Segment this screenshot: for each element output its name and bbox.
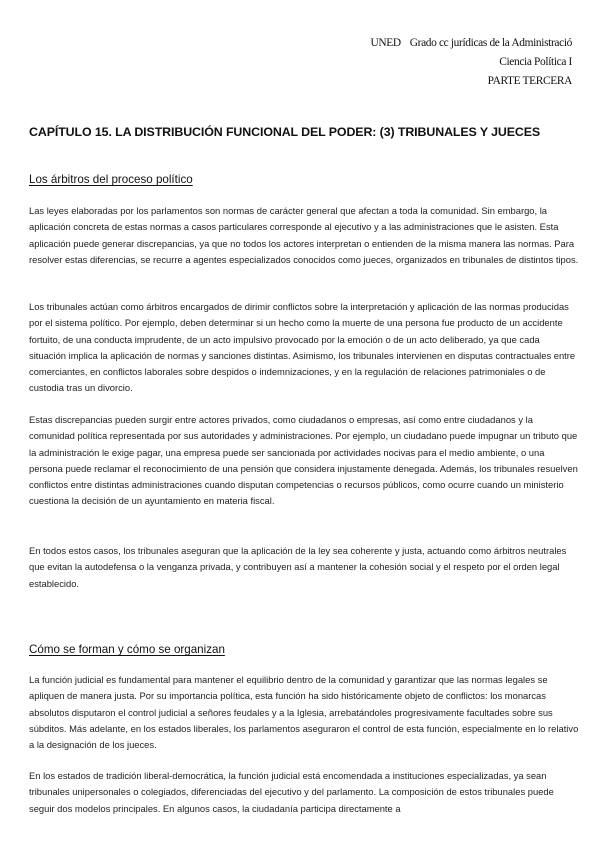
paragraph: Las leyes elaboradas por los parlamentos son normas de carácter general que afectan a toda la comunidad. Sin embargo, la aplicación concreta de estas normas a casos particulares corresponde al ejecutivo y a las administraciones que le asisten. Esta aplicación puede generar discrepancias, ya que no todos los actores interpretan o entienden de la misma manera las normas. Para resolver estas diferencias, se recurre a agentes especializados conocidos como jueces, organizados en tribunales de distintos tipos. <box>29 205 579 265</box>
document-header <box>371 34 573 91</box>
header-line-institution <box>371 34 573 53</box>
paragraph: Estas discrepancias pueden surgir entre actores privados, como ciudadanos o empresas, así como entre ciudadanos y la comunidad política representada por sus autoridades y administraciones. Por ejemplo, un ciudadano puede impugnar un tributo que la administración le exige pagar, una empresa puede ser sancionada por actividades nocivas para el medio ambiente, o una persona puede reclamar el reconocimiento de una pensión que considera injustamente denegada. Además, los tribunales resuelven conflictos entre distintas administraciones cuando disputan competencias o recursos públicos, como ocurre cuando un ministerio cuestiona la decisión de un ayuntamiento en materia fiscal. <box>29 414 578 507</box>
header-institution: UNED <box>370 37 401 49</box>
paragraph: Los tribunales actúan como árbitros encargados de dirimir conflictos sobre la interpretación y aplicación de las normas producidas por el sistema político. Por ejemplo, deben determinar si un hecho como la muerte de una persona fue producto de un accidente fortuito, de una conducta imprudente, de un acto impulsivo provocado por la emoción o de un acto deliberado, ya que cada situación implica la aplicación de normas y sanciones distintas. Asimismo, los tribunales intervienen en disputas contractuales entre comerciantes, en conflictos laborales sobre despidos o indemnizaciones, y en la regulación de relaciones patrimoniales o de custodia tras un divorcio. <box>29 301 576 394</box>
section-title-formacion: Cómo se forman y cómo se organizan <box>29 643 225 656</box>
header-subject: Ciencia Política I <box>499 56 572 68</box>
paragraph: La función judicial es fundamental para mantener el equilibrio dentro de la comunidad y garantizar que las normas legales se apliquen de manera justa. Por su importancia política, esta función ha sido históricamente objeto de conflictos: los monarcas absolutos disputaron el control judicial a señores feudales y a la Iglesia, arrebatándoles progresivamente facultades sobre sus súbditos. Más adelante, en los estados liberales, los parlamentos aseguraron el control de esta función, especialmente en lo relativo a la designación de los jueces. <box>29 674 579 751</box>
chapter-title: CAPÍTULO 15. LA DISTRIBUCIÓN FUNCIONAL DEL PODER: (3) TRIBUNALES Y JUECES <box>29 125 541 139</box>
header-degree: Grado cc jurídicas de la Administració <box>409 37 572 49</box>
paragraph: En todos estos casos, los tribunales aseguran que la aplicación de la ley sea coherente y justa, actuando como árbitros neutrales que evitan la autodefensa o la venganza privada, y contribuyen así a mantener la cohesión social y el respeto por el orden legal establecido. <box>29 545 567 589</box>
header-part: PARTE TERCERA <box>487 75 572 87</box>
paragraph: En los estados de tradición liberal-democrática, la función judicial está encomendada a instituciones especializadas, ya sean tribunales unipersonales o colegiados, diferenciadas del ejecutivo y del parlamento. La composición de estos tribunales puede seguir dos modelos principales. En algunos casos, la ciudadanía participa directamente a <box>29 770 554 814</box>
section-title-arbitros: Los árbitros del proceso político <box>29 173 193 186</box>
